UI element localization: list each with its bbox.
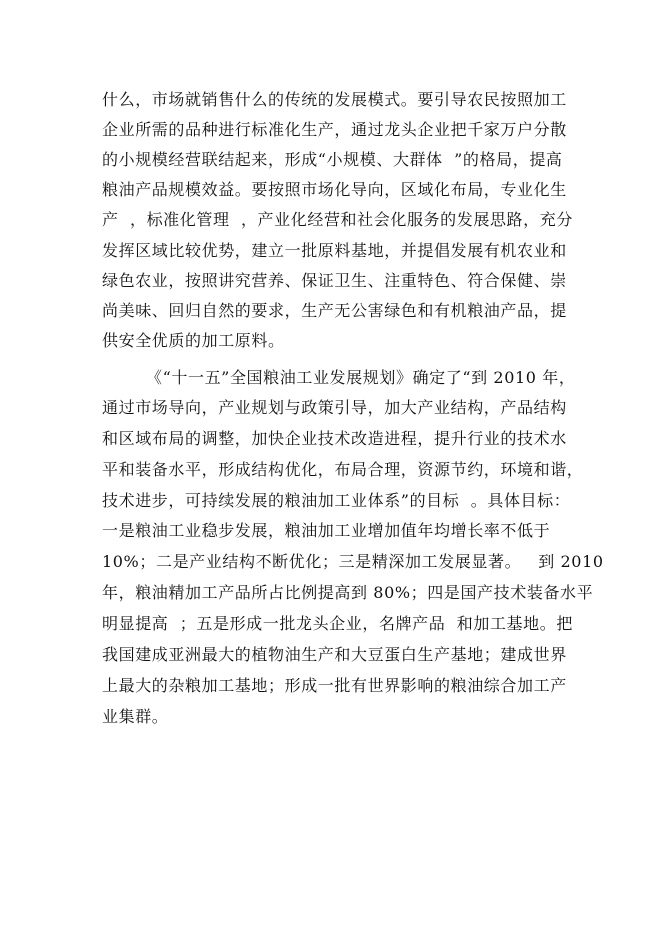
paragraph-first-line: 《“十一五”全国粮油工业发展规划》确定了“到 2010 年， [146,368,576,387]
text-line: 企业所需的品种进行标准化生产，通过龙头企业把千家万户分散 [102,120,567,139]
text-line: 10%；二是产业结构不断优化；三是精深加工发展显著。 到 2010 [102,552,604,571]
text-line: 尚美味、回归自然的要求，生产无公害绿色和有机粮油产品，提 [102,301,567,320]
text-line: 绿色农业，按照讲究营养、保证卫生、注重特色、符合保健、崇 [102,271,567,290]
text-line: 什么，市场就销售什么的传统的发展模式。要引导农民按照加工 [102,90,567,109]
text-line: 通过市场导向，产业规划与政策引导，加大产业结构，产品结构 [102,398,567,417]
text-line: 发挥区域比较优势，建立一批原料基地，并提倡发展有机农业和 [102,241,567,260]
text-line: 明显提高 ；五是形成一批龙头企业，名牌产品 和加工基地。把 [102,614,573,633]
text-line: 一是粮油工业稳步发展，粮油加工业增加值年均增长率不低于 [102,521,551,540]
text-line: 供安全优质的加工原料。 [102,331,285,350]
text-line: 和区域布局的调整，加快企业技术改造进程，提升行业的技术水 [102,429,567,448]
text-line: 上最大的杂粮加工基地；形成一批有世界影响的粮油综合加工产 [102,676,567,695]
text-line: 业集群。 [102,707,169,726]
text-line: 的小规模经营联结起来，形成“小规模、大群体 ”的格局，提高 [102,150,563,169]
text-line: 技术进步，可持续发展的粮油加工业体系”的目标 。具体目标： [102,491,571,510]
text-line: 我国建成亚洲最大的植物油生产和大豆蛋白生产基地；建成世界 [102,645,567,664]
text-line: 平和装备水平，形成结构优化，布局合理，资源节约，环境和谐， [102,460,584,479]
text-line: 年，粮油精加工产品所占比例提高到 80%；四是国产技术装备水平 [102,583,594,602]
text-line: 产 ，标准化管理 ，产业化经营和社会化服务的发展思路，充分 [102,210,573,229]
text-line: 粮油产品规模效益。要按照市场化导向，区域化布局，专业化生 [102,180,567,199]
